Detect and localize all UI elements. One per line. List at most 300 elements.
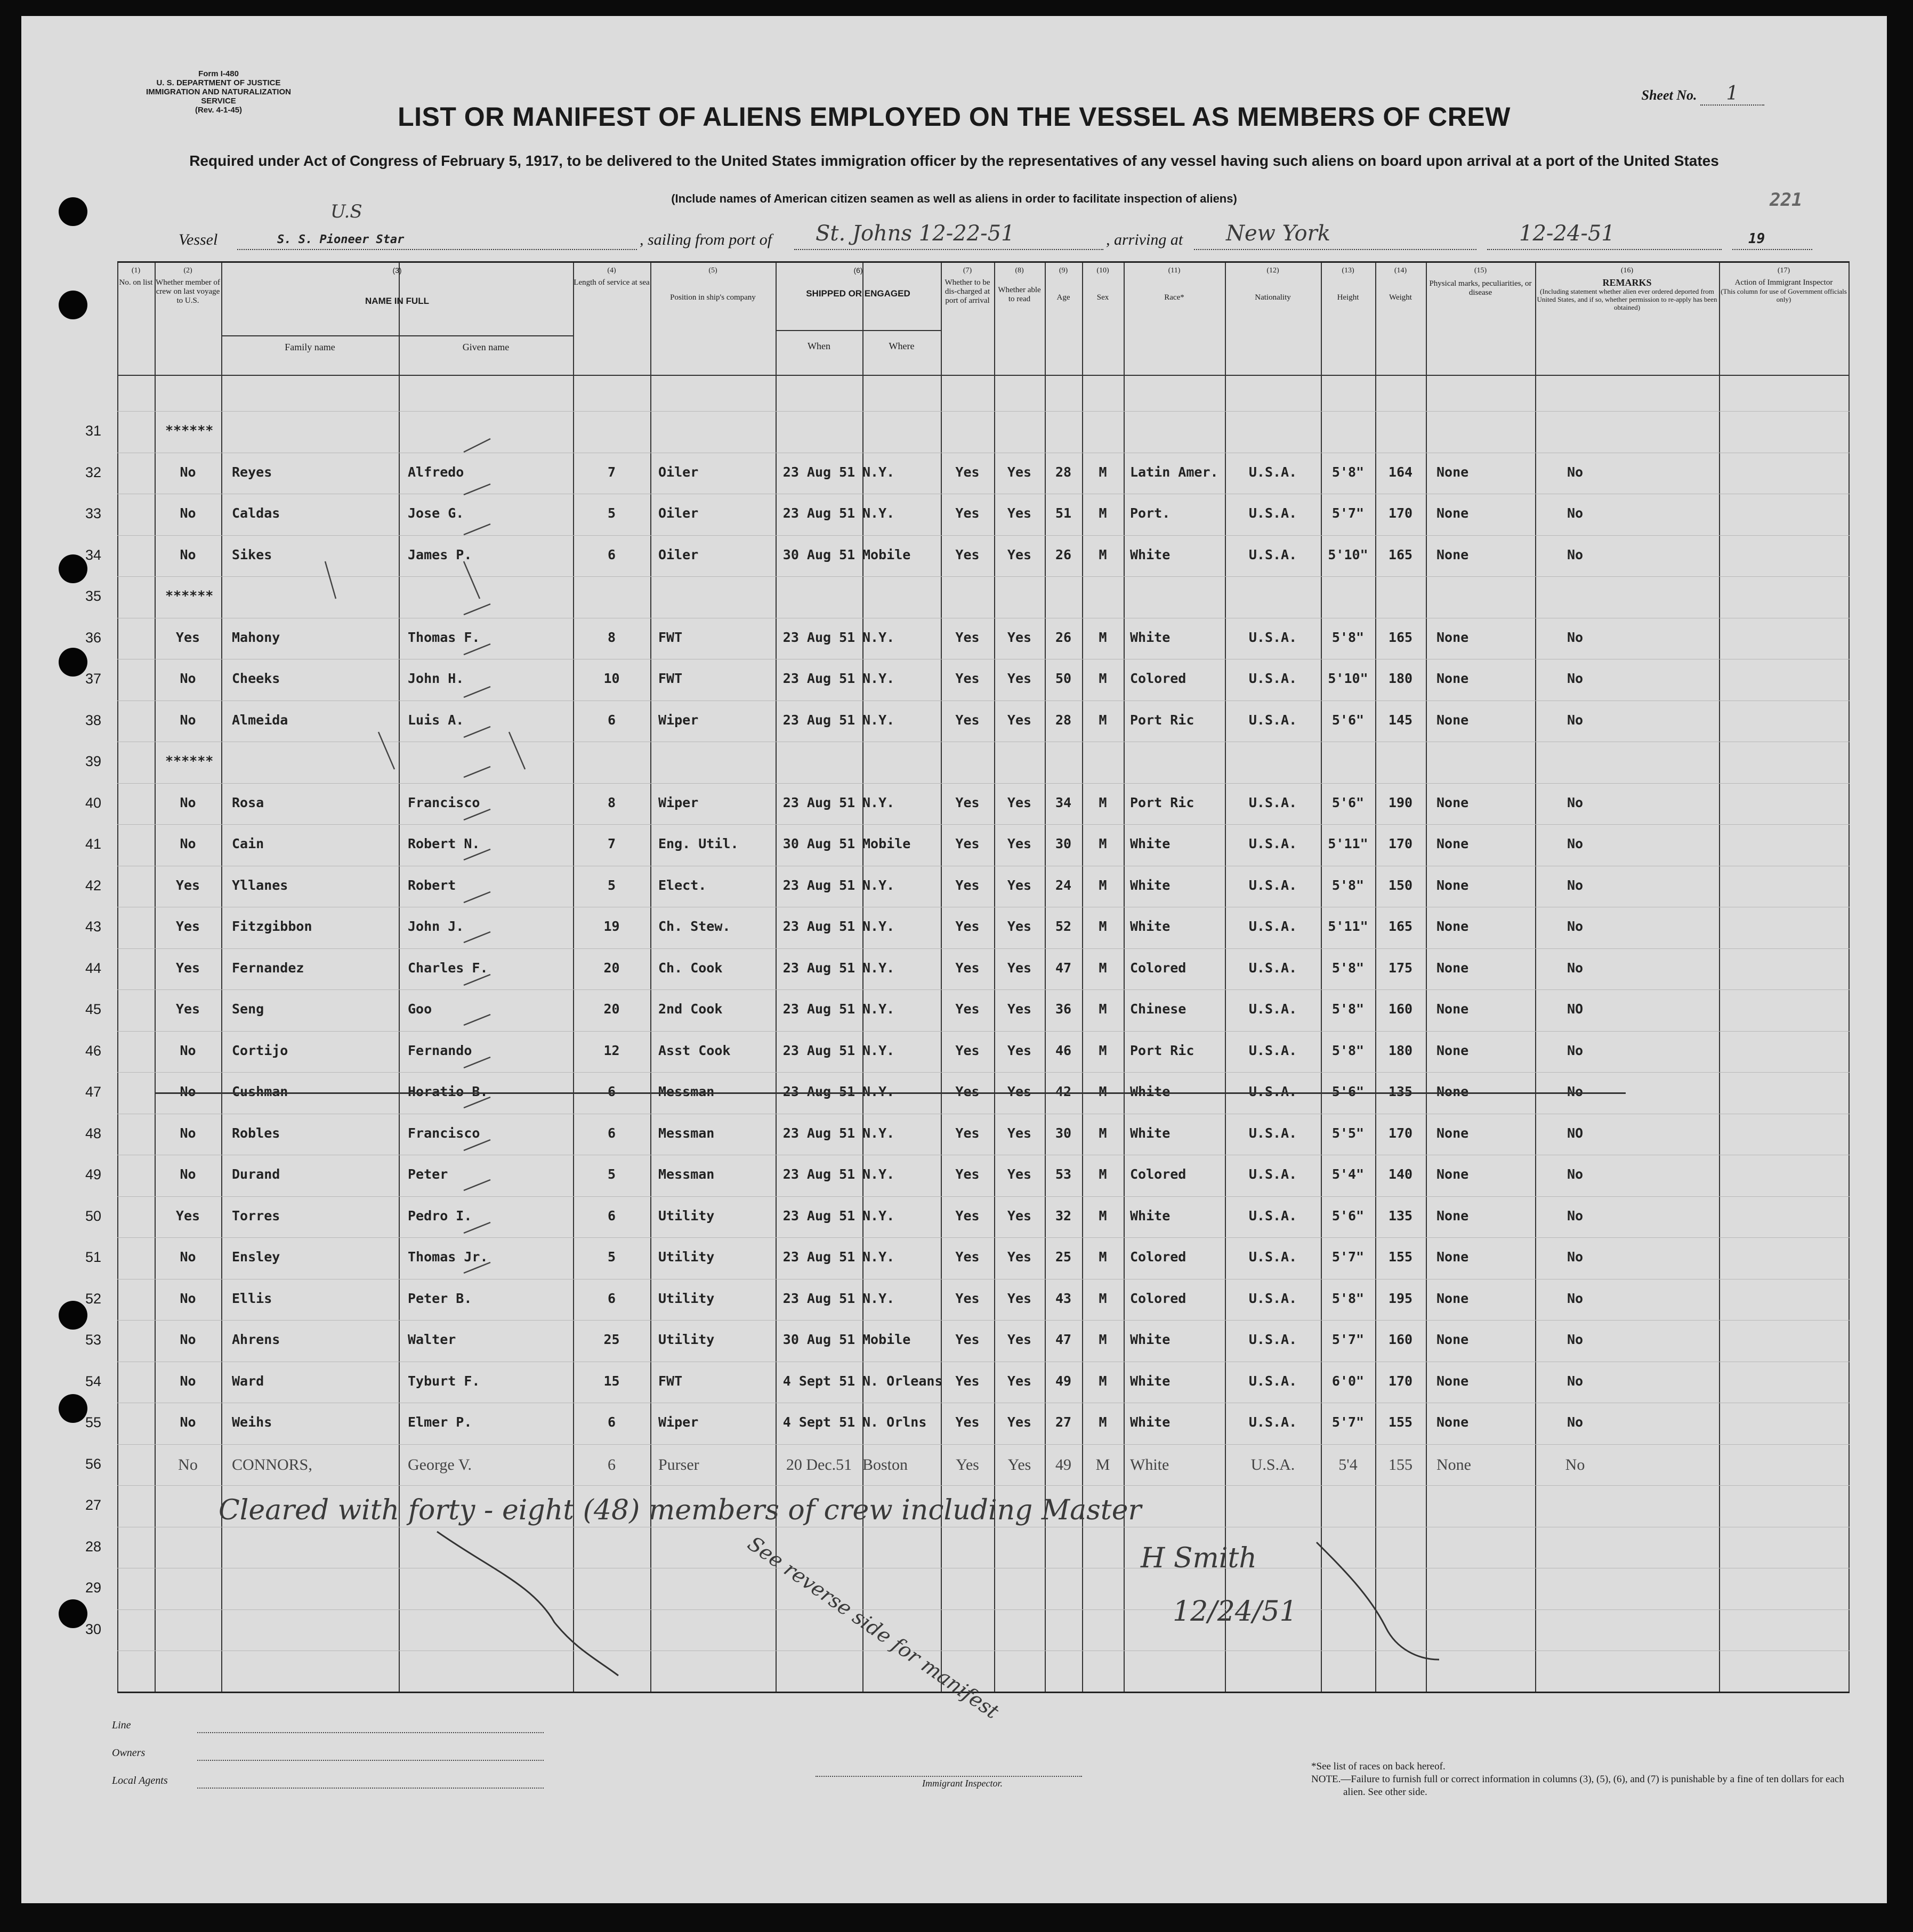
cell-where: N.Y. (862, 1042, 895, 1058)
cell-height: 5'10" (1328, 671, 1368, 686)
cell-marks: None (1436, 712, 1469, 728)
header-race: (11) Race* (1164, 267, 1184, 302)
cell-family: Sikes (232, 546, 272, 562)
header-age: (9) Age (1056, 267, 1070, 302)
row-number: 47 (85, 1084, 102, 1100)
row-number: 36 (85, 629, 102, 646)
cell-service: 6 (607, 1207, 616, 1223)
cell-given: Fernando (408, 1042, 472, 1058)
row-number: 55 (85, 1414, 102, 1430)
cell-where: N.Y. (862, 960, 895, 976)
cell-age: 34 (1055, 794, 1072, 810)
cell-marks: None (1436, 960, 1469, 976)
cell-nat: U.S.A. (1248, 1125, 1297, 1141)
binder-hole (59, 1394, 87, 1423)
cell-where: N.Y. (862, 1207, 895, 1223)
cell-race: White (1130, 1084, 1171, 1099)
cell-service: 6 (607, 1084, 616, 1099)
cell-position: Oiler (658, 464, 699, 480)
cell-sex: M (1099, 919, 1107, 934)
cell-nat: U.S.A. (1248, 1414, 1297, 1430)
arrival-date: 12-24-51 (1519, 221, 1615, 246)
cell-height: 5'4 (1338, 1455, 1358, 1474)
cell-when: 23 Aug 51 (782, 629, 855, 645)
cell-race: Colored (1130, 671, 1186, 686)
cell-prev: No (180, 836, 196, 851)
cell-height: 5'6" (1331, 1084, 1365, 1099)
cell-height: 5'11" (1328, 836, 1368, 851)
cell-nat: U.S.A. (1248, 505, 1297, 521)
cell-sex: M (1099, 836, 1107, 851)
cell-family: Cheeks (232, 671, 280, 686)
footer-inspector-label: Immigrant Inspector. (922, 1778, 1003, 1789)
cell-race: Port Ric (1130, 794, 1194, 810)
cell-position: Elect. (658, 877, 707, 893)
cell-sex: M (1099, 464, 1107, 480)
cell-when: 4 Sept 51 (782, 1373, 855, 1389)
handwritten-note: Cleared with forty - eight (48) members of crew including Master (219, 1494, 1142, 1526)
cell-weight: 145 (1388, 712, 1413, 728)
cell-family: Caldas (232, 505, 280, 521)
cell-service: 7 (607, 836, 616, 851)
cell-weight: 180 (1388, 671, 1413, 686)
cell-nat: U.S.A. (1248, 671, 1297, 686)
cell-age: 32 (1055, 1207, 1072, 1223)
cell-weight: 170 (1388, 836, 1413, 851)
cell-race: Latin Amer. (1130, 464, 1218, 480)
row-number: 27 (85, 1497, 102, 1513)
cell-given: Goo (408, 1001, 432, 1017)
cell-weight: 155 (1388, 1414, 1413, 1430)
header-prev-voyage: (2) Whether member of crew on last voyage to U.S. (156, 267, 220, 305)
header-nationality: (12) Nationality (1255, 267, 1291, 302)
cell-when: 30 Aug 51 (782, 836, 855, 851)
cell-prev: No (180, 671, 196, 686)
cell-nat: U.S.A. (1248, 464, 1297, 480)
cell-marks: None (1436, 919, 1469, 934)
cell-where: N.Y. (862, 629, 895, 645)
cell-when: 30 Aug 51 (782, 546, 855, 562)
row-number: 41 (85, 836, 102, 852)
cell-disch: Yes (955, 464, 980, 480)
cell-given: Tyburt F. (408, 1373, 480, 1389)
header-sex: (10) Sex (1096, 267, 1109, 302)
cell-prev: Yes (175, 877, 200, 893)
cell-where: N. Orlns (862, 1414, 927, 1430)
cell-height: 5'8" (1331, 877, 1365, 893)
cell-position: Messman (658, 1125, 715, 1141)
cell-age: 42 (1055, 1084, 1072, 1099)
cell-remarks: No (1567, 1290, 1584, 1306)
row-number: 37 (85, 671, 102, 687)
header-name: (3) NAME IN FULL (365, 266, 429, 306)
cell-disch: Yes (955, 712, 980, 728)
binder-hole (59, 554, 87, 583)
cell-height: 5'4" (1331, 1166, 1365, 1182)
cell-remarks: No (1567, 1207, 1584, 1223)
cell-height: 6'0" (1331, 1373, 1365, 1389)
cell-weight: 155 (1389, 1455, 1412, 1474)
cell-service: 15 (603, 1373, 620, 1389)
cell-height: 5'6" (1331, 794, 1365, 810)
footer-owners-field (197, 1747, 544, 1761)
cell-where: N.Y. (862, 1290, 895, 1306)
cell-remarks: No (1567, 836, 1584, 851)
cell-weight: 160 (1388, 1332, 1413, 1347)
row-number: 48 (85, 1125, 102, 1141)
cell-when: 23 Aug 51 (782, 1166, 855, 1182)
cell-race: Port Ric (1130, 1042, 1194, 1058)
cell-read: Yes (1007, 960, 1032, 976)
cell-sex: M (1099, 1414, 1107, 1430)
cell-position: Ch. Cook (658, 960, 723, 976)
header-given-name: Given name (462, 342, 510, 352)
crew-table (85, 261, 1850, 1724)
cell-sex: M (1095, 1455, 1110, 1474)
cell-read: Yes (1007, 919, 1032, 934)
cell-height: 5'6" (1331, 712, 1365, 728)
cell-disch: Yes (955, 505, 980, 521)
cell-position: Wiper (658, 794, 699, 810)
cell-weight: 140 (1388, 1166, 1413, 1182)
cell-marks: None (1436, 1042, 1469, 1058)
header-inspector-action: (17) Action of Immigrant Inspector (This column for use of Government officials only) (1721, 267, 1847, 303)
cell-prev: No (180, 1373, 196, 1389)
cell-family: Cortijo (232, 1042, 288, 1058)
cell-disch: Yes (955, 1414, 980, 1430)
cell-service: 5 (607, 1249, 616, 1265)
cell-age: 53 (1055, 1166, 1072, 1182)
cell-position: Asst Cook (658, 1042, 731, 1058)
cell-read: Yes (1007, 836, 1032, 851)
cell-height: 5'11" (1328, 919, 1368, 934)
header-discharged: (7) Whether to be dis-charged at port of arrival (945, 267, 990, 305)
header-where: Where (889, 341, 915, 351)
cell-given: Robert (408, 877, 456, 893)
cell-family: Fernandez (232, 960, 304, 976)
cell-weight: 195 (1388, 1290, 1413, 1306)
cell-position: Utility (658, 1207, 715, 1223)
cell-nat: U.S.A. (1248, 1249, 1297, 1265)
cell-read: Yes (1007, 1332, 1032, 1347)
cell-race: White (1130, 1207, 1171, 1223)
binder-hole (59, 1599, 87, 1628)
cell-age: 26 (1055, 546, 1072, 562)
cell-read: Yes (1007, 1414, 1032, 1430)
cell-marks: None (1436, 1249, 1469, 1265)
header-no: (1) No. on list (119, 267, 153, 287)
row-number: 30 (85, 1621, 102, 1637)
cell-when: 23 Aug 51 (782, 1084, 855, 1099)
cell-family: Almeida (232, 712, 288, 728)
cell-marks: None (1436, 1414, 1469, 1430)
cell-weight: 150 (1388, 877, 1413, 893)
cell-family: Reyes (232, 464, 272, 480)
cell-prev: No (180, 1042, 196, 1058)
cell-family: Ward (232, 1373, 264, 1389)
cell-race: White (1130, 1455, 1169, 1474)
cell-nat: U.S.A. (1248, 794, 1297, 810)
cell-race: White (1130, 1373, 1171, 1389)
cell-remarks: No (1567, 919, 1584, 934)
cell-when: 23 Aug 51 (782, 1290, 855, 1306)
cell-family: Weihs (232, 1414, 272, 1430)
cell-race: Colored (1130, 1249, 1186, 1265)
cell-family: Mahony (232, 629, 280, 645)
cell-position: Utility (658, 1332, 715, 1347)
cell-weight: 155 (1388, 1249, 1413, 1265)
cell-remarks: No (1567, 1373, 1584, 1389)
cell-read: Yes (1007, 629, 1032, 645)
cell-remarks: No (1567, 1042, 1584, 1058)
cell-read: Yes (1007, 1373, 1032, 1389)
cell-weight: 170 (1388, 505, 1413, 521)
cell-service: 8 (607, 629, 616, 645)
row-number: 40 (85, 794, 102, 811)
manifest-sheet (21, 16, 1887, 1903)
row-number: 53 (85, 1332, 102, 1348)
cell-sex: M (1099, 1042, 1107, 1058)
cell-nat: U.S.A. (1248, 1084, 1297, 1099)
cell-age: 49 (1055, 1455, 1071, 1474)
cell-prev: No (180, 1290, 196, 1306)
header-position: (5) Position in ship's company (670, 267, 756, 302)
cell-prev: Yes (175, 1207, 200, 1223)
cell-where: N.Y. (862, 1084, 895, 1099)
cell-disch: Yes (955, 1373, 980, 1389)
row-number: 50 (85, 1207, 102, 1224)
header-family-name: Family name (285, 342, 335, 352)
cell-when: 23 Aug 51 (782, 960, 855, 976)
cell-disch: Yes (955, 1249, 980, 1265)
cell-remarks: No (1567, 464, 1584, 480)
cell-disch: Yes (956, 1455, 979, 1474)
inspector-date: 12/24/51 (1173, 1596, 1297, 1628)
cell-remarks: NO (1567, 1125, 1584, 1141)
row-number: 38 (85, 712, 102, 728)
cell-read: Yes (1007, 1084, 1032, 1099)
row-number: 34 (85, 546, 102, 563)
cell-where: N.Y. (862, 919, 895, 934)
cell-nat: U.S.A. (1248, 1373, 1297, 1389)
cell-sex: M (1099, 877, 1107, 893)
cell-disch: Yes (955, 1207, 980, 1223)
cell-given: Horatio B. (408, 1084, 488, 1099)
cell-height: 5'7" (1331, 1332, 1365, 1347)
cell-when: 23 Aug 51 (782, 1249, 855, 1265)
cell-prev: Yes (175, 1001, 200, 1017)
cell-given: Francisco (408, 1125, 480, 1141)
cell-disch: Yes (955, 1332, 980, 1347)
cell-marks: None (1436, 629, 1469, 645)
cell-given: Pedro I. (408, 1207, 472, 1223)
cell-prev: Yes (175, 919, 200, 934)
row-number: 35 (85, 588, 102, 604)
cell-weight: 190 (1388, 794, 1413, 810)
header-service: (4) Length of service at sea (574, 267, 650, 287)
cell-height: 5'7" (1331, 505, 1365, 521)
binder-hole (59, 291, 87, 319)
cell-where: N.Y. (862, 671, 895, 686)
header-when: When (808, 341, 830, 351)
cell-when: 23 Aug 51 (782, 464, 855, 480)
header-weight: (14) Weight (1389, 267, 1412, 302)
cell-read: Yes (1007, 546, 1032, 562)
cell-family: Robles (232, 1125, 280, 1141)
cell-when: 23 Aug 51 (782, 1125, 855, 1141)
cell-weight: 165 (1388, 546, 1413, 562)
cell-disch: Yes (955, 629, 980, 645)
cell-where: N.Y. (862, 877, 895, 893)
cell-when: 23 Aug 51 (782, 505, 855, 521)
cell-position: Utility (658, 1290, 715, 1306)
cell-sex: M (1099, 1290, 1107, 1306)
cell-given: George V. (408, 1455, 472, 1474)
blank-row-mark: ****** (165, 588, 214, 603)
cell-disch: Yes (955, 1084, 980, 1099)
footer-line-label: Line (112, 1719, 131, 1731)
cell-given: James P. (408, 546, 472, 562)
corner-number: 221 (1770, 189, 1803, 211)
cell-service: 6 (607, 1125, 616, 1141)
cell-family: Rosa (232, 794, 264, 810)
cell-service: 6 (607, 712, 616, 728)
cell-position: Utility (658, 1249, 715, 1265)
cell-when: 4 Sept 51 (782, 1414, 855, 1430)
cell-race: Colored (1130, 960, 1186, 976)
cell-marks: None (1436, 671, 1469, 686)
row-number: 33 (85, 505, 102, 521)
cell-given: Walter (408, 1332, 456, 1347)
sheet-number: Sheet No. 1 (1642, 83, 1765, 106)
cell-remarks: No (1567, 1084, 1584, 1099)
cell-read: Yes (1007, 505, 1032, 521)
cell-when: 23 Aug 51 (782, 1001, 855, 1017)
cell-sex: M (1099, 1207, 1107, 1223)
cell-prev: No (180, 1249, 196, 1265)
cell-family: Durand (232, 1166, 280, 1182)
cell-remarks: No (1567, 1249, 1584, 1265)
sailing-port: St. Johns 12-22-51 (816, 221, 1015, 246)
cell-prev: No (180, 1414, 196, 1430)
cell-when: 23 Aug 51 (782, 794, 855, 810)
blank-row-mark: ****** (165, 753, 214, 769)
cell-weight: 165 (1388, 629, 1413, 645)
cell-position: Messman (658, 1166, 715, 1182)
cell-disch: Yes (955, 671, 980, 686)
footer-owners-label: Owners (112, 1747, 146, 1759)
year: 19 (1748, 231, 1765, 247)
cell-sex: M (1099, 712, 1107, 728)
cell-service: 7 (607, 464, 616, 480)
cell-age: 50 (1055, 671, 1072, 686)
cell-nat: U.S.A. (1248, 877, 1297, 893)
cell-position: Purser (658, 1455, 699, 1474)
cell-prev: No (180, 712, 196, 728)
header-remarks: (16) REMARKS (Including statement whether alien ever ordered deported from United States, and if so, whether permission to re-apply has been obtained) (1537, 267, 1717, 311)
cell-marks: None (1436, 1001, 1469, 1017)
cell-service: 5 (607, 505, 616, 521)
row-number: 42 (85, 877, 102, 893)
cell-age: 47 (1055, 960, 1072, 976)
cell-position: FWT (658, 1373, 683, 1389)
cell-where: Boston (862, 1455, 908, 1474)
cell-age: 46 (1055, 1042, 1072, 1058)
cell-given: Peter B. (408, 1290, 472, 1306)
cell-remarks: No (1567, 546, 1584, 562)
cell-sex: M (1099, 1001, 1107, 1017)
cell-read: Yes (1007, 712, 1032, 728)
cell-race: Colored (1130, 1290, 1186, 1306)
cell-given: Peter (408, 1166, 448, 1182)
cell-marks: None (1436, 1166, 1469, 1182)
cell-when: 30 Aug 51 (782, 1332, 855, 1347)
cell-where: N.Y. (862, 712, 895, 728)
cell-nat: U.S.A. (1248, 919, 1297, 934)
cell-read: Yes (1007, 1207, 1032, 1223)
cell-age: 26 (1055, 629, 1072, 645)
cell-height: 5'10" (1328, 546, 1368, 562)
cell-read: Yes (1007, 1125, 1032, 1141)
row-number: 28 (85, 1538, 102, 1555)
cell-prev: No (180, 794, 196, 810)
cell-nat: U.S.A. (1248, 836, 1297, 851)
cell-disch: Yes (955, 836, 980, 851)
cell-race: Colored (1130, 1166, 1186, 1182)
binder-hole (59, 648, 87, 677)
cell-age: 27 (1055, 1414, 1072, 1430)
handwritten-note-2: See reverse side for manifest (743, 1532, 1004, 1724)
inspector-initials: H Smith (1141, 1542, 1257, 1574)
row-number: 31 (85, 423, 102, 439)
cell-given: Robert N. (408, 836, 480, 851)
cell-age: 43 (1055, 1290, 1072, 1306)
cell-service: 5 (607, 1166, 616, 1182)
row-number: 54 (85, 1373, 102, 1389)
cell-remarks: No (1567, 960, 1584, 976)
cell-sex: M (1099, 671, 1107, 686)
cell-where: Mobile (862, 836, 911, 851)
cell-nat: U.S.A. (1248, 546, 1297, 562)
cell-race: White (1130, 1125, 1171, 1141)
cell-sex: M (1099, 960, 1107, 976)
cell-read: Yes (1007, 1042, 1032, 1058)
cell-disch: Yes (955, 877, 980, 893)
cell-height: 5'8" (1331, 1001, 1365, 1017)
cell-age: 47 (1055, 1332, 1072, 1347)
cell-given: Elmer P. (408, 1414, 472, 1430)
cell-remarks: No (1567, 1414, 1584, 1430)
subnote: (Include names of American citizen seamen as well as aliens in order to facilitate inspection of aliens) (671, 192, 1237, 205)
cell-when: 23 Aug 51 (782, 712, 855, 728)
cell-nat: U.S.A. (1248, 629, 1297, 645)
cell-family: CONNORS, (232, 1455, 312, 1474)
arriving-label: , arriving at (1106, 231, 1183, 248)
cell-marks: None (1436, 505, 1469, 521)
cell-weight: 135 (1388, 1084, 1413, 1099)
cell-height: 5'5" (1331, 1125, 1365, 1141)
cell-remarks: No (1567, 1166, 1584, 1182)
row-number: 51 (85, 1249, 102, 1265)
row-number: 46 (85, 1042, 102, 1059)
cell-when: 23 Aug 51 (782, 671, 855, 686)
cell-read: Yes (1007, 877, 1032, 893)
row-number: 49 (85, 1166, 102, 1182)
arriving-port: New York (1226, 221, 1330, 246)
cell-race: Port Ric (1130, 712, 1194, 728)
cell-race: White (1130, 1414, 1171, 1430)
cell-nat: U.S.A. (1248, 1042, 1297, 1058)
